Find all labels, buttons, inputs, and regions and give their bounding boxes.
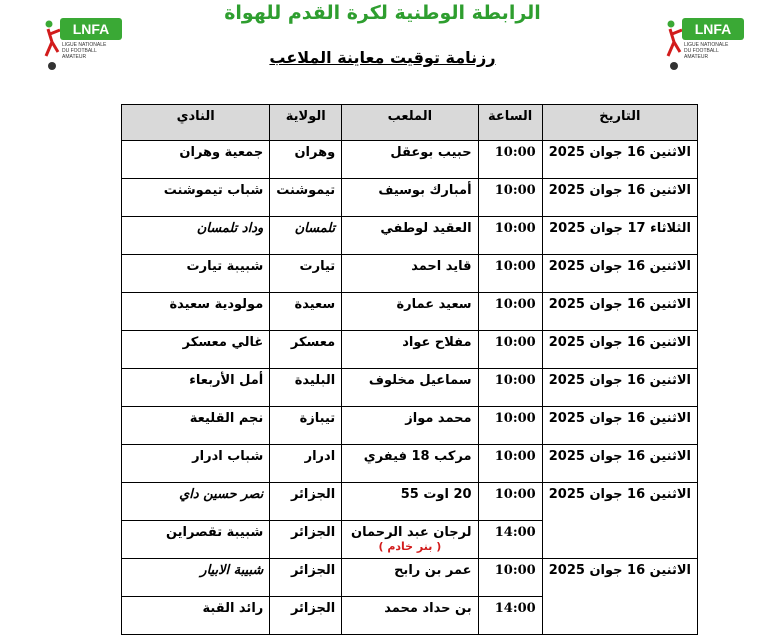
table-row <box>122 407 698 445</box>
cell-club: رائد القبة <box>122 597 270 635</box>
cell-time: 10:00 <box>478 407 542 445</box>
cell-club: غالي معسكر <box>122 331 270 369</box>
table-row <box>122 331 698 369</box>
cell-wilaya: سعيدة <box>270 293 342 331</box>
table-row <box>122 179 698 217</box>
cell-wilaya: معسكر <box>270 331 342 369</box>
stadium-name: لرجان عبد الرحمان <box>351 525 472 540</box>
table-row <box>122 293 698 331</box>
cell-wilaya: البليدة <box>270 369 342 407</box>
cell-date: الاثنين 16 جوان 2025 <box>542 445 697 483</box>
cell-date: الاثنين 16 جوان 2025 <box>542 407 697 445</box>
cell-time: 10:00 <box>478 445 542 483</box>
cell-stadium: عمر بن رابح <box>342 559 478 597</box>
cell-stadium: سعيد عمارة <box>342 293 478 331</box>
cell-stadium: أمبارك بوسيف <box>342 179 478 217</box>
cell-stadium: حبيب بوعقل <box>342 141 478 179</box>
table-header-row <box>122 105 698 141</box>
table-row <box>122 369 698 407</box>
cell-date: الاثنين 16 جوان 2025 <box>542 141 697 179</box>
cell-club: شبيبة تيارت <box>122 255 270 293</box>
inspection-schedule-table <box>121 104 698 635</box>
cell-stadium: العقيد لوطفي <box>342 217 478 255</box>
cell-club: وداد تلمسان <box>122 217 270 255</box>
cell-stadium: 20 اوت 55 <box>342 483 478 521</box>
cell-time: 10:00 <box>478 255 542 293</box>
cell-stadium: مفلاح عواد <box>342 331 478 369</box>
cell-wilaya: الجزائر <box>270 521 342 559</box>
cell-club: شبيبة الابيار <box>122 559 270 597</box>
cell-date: الاثنين 16 جوان 2025 <box>542 369 697 407</box>
header-wilaya: الولاية <box>270 105 342 141</box>
cell-time: 14:00 <box>478 597 542 635</box>
cell-wilaya: تلمسان <box>270 217 342 255</box>
cell-time: 10:00 <box>478 369 542 407</box>
table-row <box>122 141 698 179</box>
cell-date: الاثنين 16 جوان 2025 <box>542 179 697 217</box>
table-row <box>122 217 698 255</box>
cell-club: نجم القليعة <box>122 407 270 445</box>
cell-club: مولودية سعيدة <box>122 293 270 331</box>
header-club: النادي <box>122 105 270 141</box>
cell-time: 10:00 <box>478 217 542 255</box>
header-time: الساعة <box>478 105 542 141</box>
cell-club: أمل الأربعاء <box>122 369 270 407</box>
cell-date: الاثنين 16 جوان 2025 <box>542 559 697 635</box>
cell-time: 10:00 <box>478 179 542 217</box>
cell-club: جمعية وهران <box>122 141 270 179</box>
logo-subtitle: LIGUE NATIONALE DU FOOTBALL AMATEUR <box>62 42 107 60</box>
cell-wilaya: تيموشنت <box>270 179 342 217</box>
cell-stadium: مركب 18 فيفري <box>342 445 478 483</box>
cell-date: الاثنين 16 جوان 2025 <box>542 331 697 369</box>
cell-stadium: سماعيل مخلوف <box>342 369 478 407</box>
org-title: الرابطة الوطنية لكرة القدم للهواة <box>224 2 541 24</box>
cell-wilaya: الجزائر <box>270 597 342 635</box>
cell-date: الثلاثاء 17 جوان 2025 <box>542 217 697 255</box>
cell-time: 10:00 <box>478 483 542 521</box>
cell-time: 10:00 <box>478 559 542 597</box>
header-date: التاريخ <box>542 105 697 141</box>
cell-date: الاثنين 16 جوان 2025 <box>542 255 697 293</box>
cell-wilaya: تيبازة <box>270 407 342 445</box>
header-stadium: الملعب <box>342 105 478 141</box>
table-row <box>122 483 698 521</box>
logo-subtitle: LIGUE NATIONALE DU FOOTBALL AMATEUR <box>684 42 729 60</box>
cell-club: شباب تيموشنت <box>122 179 270 217</box>
logo-abbr: LNFA <box>682 18 744 40</box>
doc-title: رزنامة توقيت معاينة الملاعب <box>269 48 496 67</box>
cell-stadium: محمد مواز <box>342 407 478 445</box>
cell-stadium: بن حداد محمد <box>342 597 478 635</box>
cell-time: 14:00 <box>478 521 542 559</box>
cell-club: شباب ادرار <box>122 445 270 483</box>
table-row <box>122 255 698 293</box>
cell-time: 10:00 <box>478 141 542 179</box>
cell-stadium: قايد احمد <box>342 255 478 293</box>
table-row <box>122 445 698 483</box>
cell-date: الاثنين 16 جوان 2025 <box>542 293 697 331</box>
cell-time: 10:00 <box>478 293 542 331</box>
cell-stadium <box>342 521 478 559</box>
cell-time: 10:00 <box>478 331 542 369</box>
cell-date: الاثنين 16 جوان 2025 <box>542 483 697 559</box>
cell-wilaya: وهران <box>270 141 342 179</box>
table-row <box>122 559 698 597</box>
cell-wilaya: تيارت <box>270 255 342 293</box>
cell-club: نصر حسين داي <box>122 483 270 521</box>
stadium-note: ( بنر خادم ) <box>378 540 442 553</box>
logo-abbr: LNFA <box>60 18 122 40</box>
cell-wilaya: ادرار <box>270 445 342 483</box>
cell-wilaya: الجزائر <box>270 559 342 597</box>
cell-club: شبيبة تقصراين <box>122 521 270 559</box>
cell-wilaya: الجزائر <box>270 483 342 521</box>
